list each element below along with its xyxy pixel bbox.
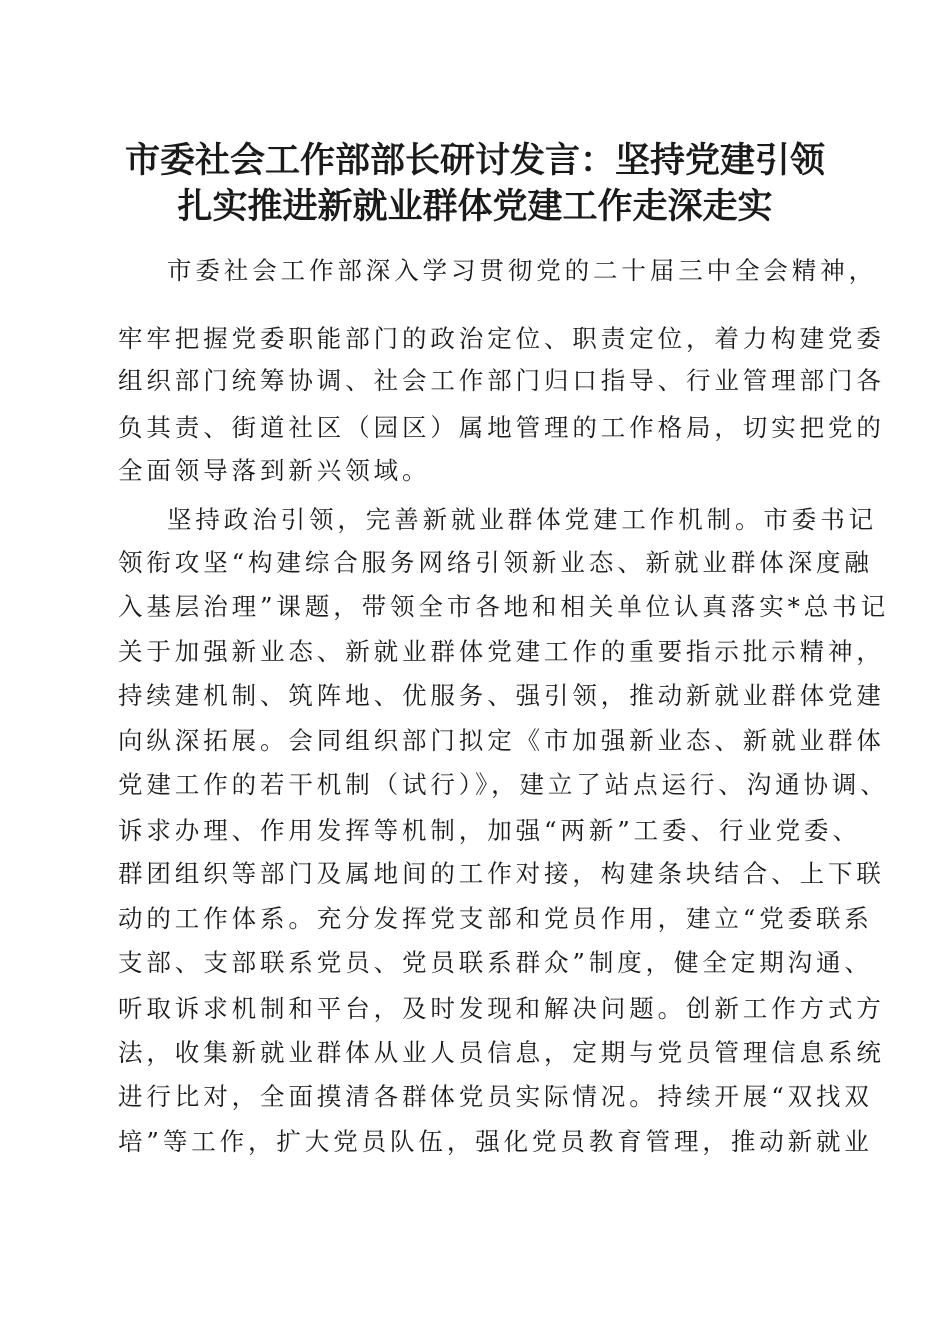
paragraph-2-line-14: 进行比对，全面摸清各群体党员实际情况。持续开展“双找双 — [118, 1082, 873, 1111]
paragraph-2-line-13: 法，收集新就业群体从业人员信息，定期与党员管理信息系统 — [118, 1038, 885, 1067]
paragraph-2-line-8: 诉求办理、作用发挥等机制，加强“两新”工委、行业党委、 — [118, 816, 861, 845]
title-line-1: 市委社会工作部部长研讨发言：坚持党建引领 — [124, 140, 825, 181]
paragraph-2-line-2: 领衔攻坚“构建综合服务网络引领新业态、新就业群体深度融 — [118, 548, 873, 577]
paragraph-2-line-4: 关于加强新业态、新就业群体党建工作的重要指示批示精神， — [118, 637, 885, 666]
paragraph-2-line-3: 入基层治理”课题，带领全市各地和相关单位认真落实*总书记 — [118, 592, 889, 621]
paragraph-1-line-5: 全面领导落到新兴领域。 — [118, 456, 431, 485]
paragraph-2-line-7: 党建工作的若干机制（试行）》，建立了站点运行、沟通协调、 — [118, 770, 889, 799]
paragraph-2-line-11: 支部、支部联系党员、党员联系群众”制度，健全定期沟通、 — [118, 948, 873, 977]
paragraph-1-line-1: 市委社会工作部深入学习贯彻党的二十届三中全会精神， — [167, 256, 877, 285]
paragraph-2-line-5: 持续建机制、筑阵地、优服务、强引领，推动新就业群体党建 — [118, 681, 885, 710]
paragraph-2-line-12: 听取诉求机制和平台，及时发现和解决问题。创新工作方式方 — [118, 994, 885, 1023]
document-title — [100, 138, 850, 230]
paragraph-1-line-4: 负其责、街道社区（园区）属地管理的工作格局，切实把党的 — [118, 413, 885, 442]
paragraph-2-line-15: 培”等工作，扩大党员队伍，强化党员教育管理，推动新就业 — [118, 1127, 873, 1156]
title-line-2: 扎实推进新就业群体党建工作走深走实 — [177, 186, 773, 227]
paragraph-1-line-2: 牢牢把握党委职能部门的政治定位、职责定位，着力构建党委 — [118, 324, 885, 353]
paragraph-2-line-9: 群团组织等部门及属地间的工作对接，构建条块结合、上下联 — [118, 859, 885, 888]
paragraph-2-line-1: 坚持政治引领，完善新就业群体党建工作机制。市委书记 — [167, 505, 877, 534]
paragraph-2-line-6: 向纵深拓展。会同组织部门拟定《市加强新业态、新就业群体 — [118, 726, 885, 755]
paragraph-2-line-10: 动的工作体系。充分发挥党支部和党员作用，建立“党委联系 — [118, 904, 873, 933]
paragraph-1-line-3: 组织部门统筹协调、社会工作部门归口指导、行业管理部门各 — [118, 366, 885, 395]
